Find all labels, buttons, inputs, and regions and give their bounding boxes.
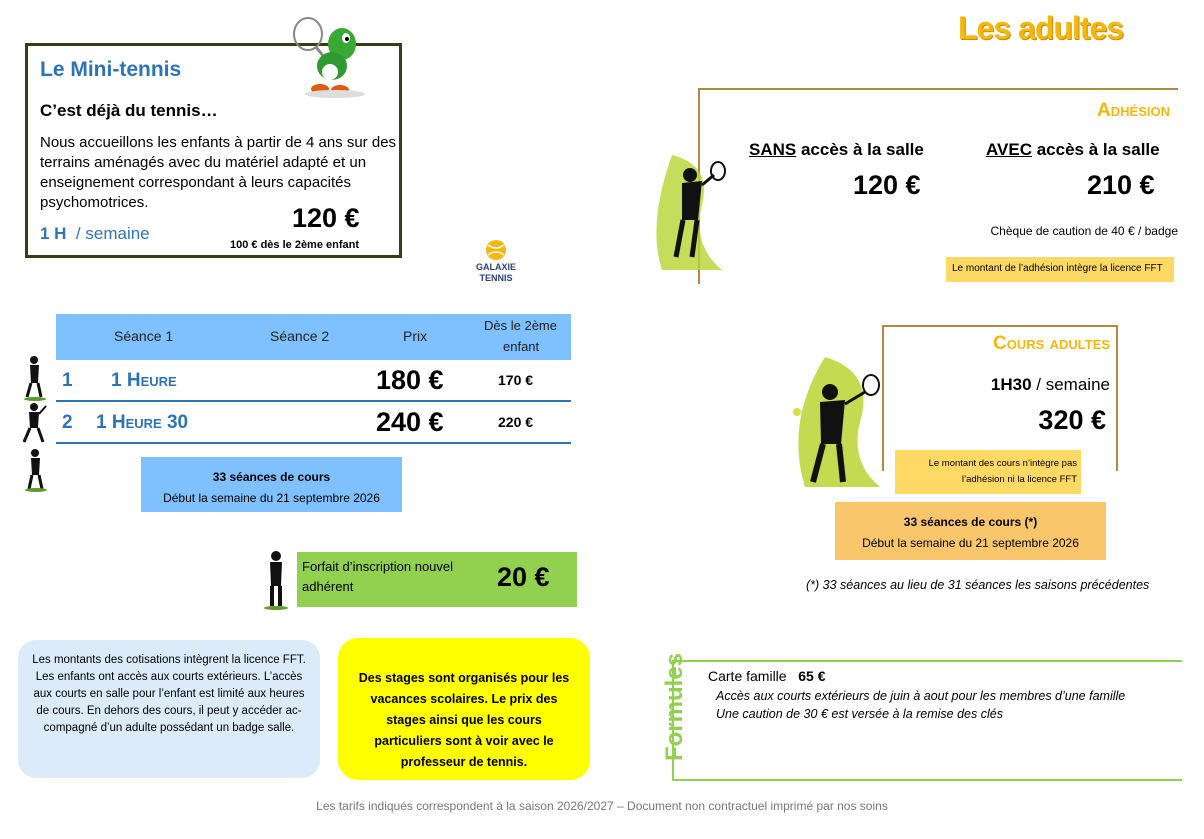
cotisations-info-box: Les montants des cotisations intègrent la licence FFT. Les enfants ont accès aux courts extérieurs. L’accès aux courts en salle pour l’enfant est limité aux heures de cours. En dehors des cours, il peut y accéder ac-compagné d’un adulte possédant un badge salle.: [18, 640, 320, 778]
adult-sessions-start: Début la semaine du 21 septembre 2026: [862, 536, 1079, 550]
header-seance-2: Séance 2: [270, 328, 330, 344]
adhesion-avec-price: 210 €: [1087, 170, 1155, 200]
carte-famille-line2: Une caution de 30 € est versée à la remise des clés: [716, 707, 1003, 721]
avec-rest: accès à la salle: [1031, 140, 1160, 159]
sessions-info-children: [141, 457, 402, 512]
mini-tennis-price: 120 €: [292, 203, 360, 233]
adhesion-title: Adhésion: [1097, 100, 1170, 121]
cours-note-line2: l’adhésion ni la licence FFT: [961, 474, 1077, 485]
table-row: [56, 360, 571, 402]
row-number: 2: [62, 412, 73, 433]
mini-tennis-per-week: / semaine: [75, 224, 150, 243]
carte-famille-price: 65 €: [798, 668, 826, 684]
row-price: 180 €: [376, 365, 444, 395]
carte-famille: [708, 668, 826, 684]
row-sibling-price: 220 €: [498, 414, 534, 430]
galaxie-tennis-logo: [470, 237, 522, 289]
forfait-price: 20 €: [497, 562, 550, 592]
header-prix: Prix: [403, 328, 428, 344]
adult-sessions-count: 33 séances de cours (*): [903, 515, 1038, 529]
header-seance-1: Séance 1: [114, 328, 174, 344]
row-label: 1 Heure 30: [96, 412, 189, 433]
logo-line1: GALAXIE: [475, 262, 517, 272]
adult-standing-silhouette-icon: [262, 550, 290, 610]
cours-adultes-price: 320 €: [1038, 405, 1106, 435]
carte-famille-line1: Accès aux courts extérieurs de juin à aout pour les membres d’une famille: [716, 689, 1126, 703]
adhesion-sans-label: [749, 140, 924, 160]
adhesion-note: Le montant de l’adhésion intègre la licence FFT: [946, 257, 1174, 282]
adult-player-silhouette-icon: [652, 145, 732, 275]
sessions-count: 33 séances de cours: [212, 470, 331, 484]
row-number: 1: [62, 370, 73, 391]
table-header: [56, 314, 571, 360]
row-sibling-price: 170 €: [498, 372, 534, 388]
adhesion-avec-label: [986, 140, 1160, 160]
adult-player-silhouette-icon: [785, 352, 895, 492]
stages-info-box: Des stages sont organisés pour les vacances scolaires. Le prix des stages ainsi que les cours particuliers sont à voir avec le professeur de tennis.: [338, 638, 590, 780]
cours-adultes-note: [895, 450, 1081, 494]
mini-tennis-description: Nous accueillons les enfants à partir de 4 ans sur des terrains aménagés avec du matériel adapté et un enseignement correspondant à leurs capacités psychomotrices.: [40, 134, 397, 211]
child-player-silhouette-icon: [22, 448, 50, 492]
mini-tennis-sibling-text: 100 € dès le 2ème enfant: [230, 239, 360, 251]
sessions-start: Début la semaine du 21 septembre 2026: [163, 491, 380, 505]
row-price: 240 €: [376, 407, 444, 437]
adhesion-caution: Chèque de caution de 40 € / badge: [990, 224, 1178, 238]
table-row: [56, 402, 571, 444]
adults-section-title: Les adultes: [958, 10, 1124, 46]
header-sibling-1: Dès le 2ème: [484, 318, 557, 333]
avec-underlined: AVEC: [986, 140, 1032, 159]
mini-tennis-hours: 1 H: [40, 224, 67, 243]
cours-adultes-duration: [991, 375, 1110, 395]
child-player-silhouette-icon: [22, 355, 48, 401]
row-label: 1 Heure: [111, 370, 177, 391]
sans-rest: accès à la salle: [796, 140, 924, 159]
header-sibling-2: enfant: [503, 339, 540, 354]
sessions-info-adults: [835, 502, 1106, 560]
cours-note-line1: Le montant des cours n’intègre pas: [928, 458, 1077, 469]
cours-adultes-title: Cours adultes: [993, 333, 1110, 354]
mini-tennis-title: Le Mini-tennis: [40, 58, 182, 81]
mini-tennis-duration: [40, 224, 150, 244]
footer-note: Les tarifs indiqués correspondent à la saison 2026/2027 – Document non contractuel imprimé par nos soins: [316, 799, 888, 813]
adhesion-sans-price: 120 €: [853, 170, 921, 200]
forfait-label: Forfait d’inscription nouvel adhérent: [302, 559, 454, 594]
adhesion-box: [698, 88, 1178, 284]
cours-per-week: / semaine: [1031, 375, 1110, 394]
child-player-silhouette-icon: [20, 402, 48, 446]
sans-underlined: SANS: [749, 140, 797, 159]
carte-famille-label: Carte famille: [708, 668, 787, 684]
formules-label: Formules: [661, 652, 688, 761]
yoshi-tennis-mascot-icon: [280, 14, 380, 99]
forfait-inscription-box: [297, 552, 577, 607]
logo-line2: TENNIS: [479, 273, 513, 283]
tennis-ball-logo-icon: [470, 237, 522, 289]
cours-hours: 1H30: [990, 375, 1032, 394]
mini-tennis-subtitle: C’est déjà du tennis…: [40, 101, 218, 120]
sessions-footnote: (*) 33 séances au lieu de 31 séances les saisons précédentes: [806, 578, 1150, 592]
mini-tennis-sibling-note: [230, 239, 359, 251]
